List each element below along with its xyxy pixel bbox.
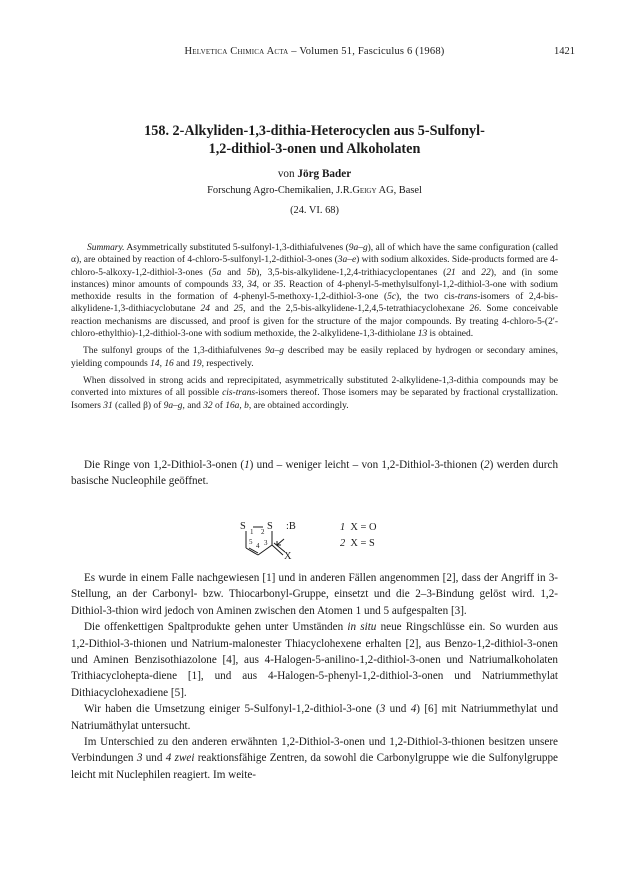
compound-ref: 1: [340, 522, 346, 533]
ring-position-4: 4: [256, 542, 260, 550]
emphasis: in situ: [347, 621, 377, 634]
summary-text: ), all of which have the same configuration (called α), are obtained by reaction of 4-chloro-5-sulfonyl-1,2-dithiol-3-ones (: [71, 243, 558, 266]
body-text: ) [6] mit Natriummethylat und Natriumäthylat untersucht.: [71, 703, 559, 732]
summary-text: , are obtained accordingly.: [248, 400, 349, 411]
compound-ref: 4: [165, 752, 172, 765]
title-line-2: 1,2-dithiol-3-onen und Alkoholaten: [208, 141, 421, 157]
affiliation-company: Geigy: [352, 185, 377, 196]
summary-text: . Some conceivable reaction mechanisms are discussed, and proof is given for the structure of the major compounds. By treating 4-chloro-5-(2′-chloro-ethylthio)-1,2-dithiol-3-one with sodium methoxide, the 2-alkylidene-1,3-dithiolane: [71, 304, 558, 340]
summary-text: Asymmetrically substituted 5-sulfonyl-1,3-dithiafulvenes (: [124, 243, 349, 253]
title-block: [60, 122, 569, 216]
summary-text: ), and (in some instances) minor amounts of compounds: [71, 267, 558, 290]
compound-ref: 35: [273, 279, 284, 290]
compound-ref: cis-trans: [222, 388, 256, 399]
substituent-x: X: [284, 551, 292, 562]
compound-ref: 2: [484, 459, 490, 471]
compound-ref: 19: [192, 358, 202, 369]
summary-text: and: [221, 267, 247, 278]
compound-1-definition: X = O: [350, 522, 377, 533]
compound-ref: 5a: [211, 267, 222, 278]
affiliation-prefix: Forschung Agro-Chemikalien, J.R.: [207, 185, 353, 196]
compound-ref: 2: [340, 538, 346, 549]
received-date: (24. VI. 68): [290, 205, 339, 216]
ring-position-2: 2: [261, 528, 265, 536]
summary-label: Summary.: [87, 243, 125, 253]
summary-text: of: [212, 400, 226, 411]
compound-ref: 3a–e: [337, 255, 357, 266]
compound-ref: 3: [379, 703, 386, 716]
compound-ref: 5b: [246, 267, 257, 278]
author-prefix: von: [277, 168, 295, 180]
compound-ref: 16a, b: [225, 400, 249, 411]
body-main: [71, 570, 558, 783]
compound-ref: 22: [481, 267, 491, 278]
body-text: reaktionsfähige Zentren, da sowohl die Carbonylgruppe wie die Sulfonylgruppe leicht mit Nuclephilen reagiert. Im weite-: [71, 752, 558, 781]
compound-ref: 21: [446, 267, 456, 278]
summary-text: , and: [182, 400, 204, 411]
sulfur-atom-2: S: [267, 521, 273, 532]
summary-text: (called β) of: [112, 400, 164, 411]
body-paragraph-5: [71, 734, 558, 783]
compound-ref: 33, 34,: [231, 279, 260, 290]
compound-2-label: [340, 538, 375, 549]
compound-ref: 26: [469, 304, 479, 315]
compound-ref: 32: [203, 400, 213, 411]
summary-paragraph-1: [71, 242, 558, 340]
body-text: und: [142, 752, 166, 765]
summary: [71, 242, 558, 417]
body-text: Im Unterschied zu den anderen erwähnten 1,2-Dithiol-3-onen und 1,2-Dithiol-3-thionen besitzen unsere Verbindungen: [71, 736, 558, 765]
running-head-citation: [0, 46, 629, 57]
body-intro: [71, 457, 558, 490]
body-text: Wir haben die Umsetzung einiger 5-Sulfonyl-1,2-dithiol-3-one (: [84, 703, 380, 716]
summary-text: is obtained.: [427, 329, 474, 340]
structural-formula: [240, 521, 430, 561]
summary-text: The sulfonyl groups of the 1,3-dithiafulvenes: [83, 346, 266, 357]
body-paragraph-3: [71, 619, 558, 701]
journal-name: Helvetica Chimica Acta: [184, 46, 289, 57]
summary-text: -isomers of 2,4-bis-alkylidene-1,3-dithiacyclobutane: [71, 292, 558, 315]
ring-position-1: 1: [250, 528, 254, 536]
ring-position-3: 3: [264, 539, 268, 547]
body-text: Die offenkettigen Spaltprodukte gehen unter Umständen: [84, 621, 348, 634]
compound-ref: 5c: [387, 292, 397, 303]
article-title: [60, 122, 569, 158]
body-text: und: [385, 703, 411, 716]
running-head-separator: –: [288, 46, 300, 57]
body-text: ) und – weniger leicht – von 1,2-Dithiol-3-thionen (: [249, 459, 485, 471]
body-paragraph-1: [71, 457, 558, 490]
compound-ref: 25: [233, 304, 244, 315]
title-line-1: 158. 2-Alkyliden-1,3-dithia-Heterocyclen aus 5-Sulfonyl-: [144, 123, 485, 139]
summary-text: and: [209, 304, 234, 315]
nucleophile-base: :B: [286, 521, 296, 532]
summary-text: or: [259, 279, 274, 290]
summary-text: ), the two cis-: [396, 292, 458, 303]
compound-ref: 9a–g: [265, 346, 285, 357]
summary-paragraph-3: [71, 375, 558, 412]
summary-text: ) with sodium alkoxides. Side-products formed are 4-chloro-5-alkoxy-1,2-dithiol-3-ones (: [71, 255, 558, 278]
affiliation: [60, 185, 569, 196]
body-text: Die Ringe von 1,2-Dithiol-3-onen (: [84, 459, 245, 471]
compound-ref: 13: [417, 329, 428, 340]
summary-text: described may be easily replaced by hydrogen or secondary amines, yielding compounds: [71, 346, 559, 369]
emphasis: zwei: [174, 752, 195, 765]
compound-ref: 31: [103, 400, 113, 411]
compound-2-definition: X = S: [350, 538, 375, 549]
summary-text: . Reaction of 4-phenyl-5-methylsulfonyl-1,2-dithiol-3-one with sodium methoxide results in the formation of 4-phenyl-5-methoxy-1,2-dithiol-3-one (: [71, 279, 558, 303]
body-paragraph-2: Es wurde in einem Falle nachgewiesen [1] und in anderen Fällen angenommen [2], dass der Angriff in 3-Stellung, an der Carbonyl- bzw. Thiocarbonyl-Gruppe, einsetzt und die 2–3-Bindung gelöst wird. 1,2-Dithiol-3-thion wird jedoch von Aminen zwischen den Atomen 1 und 5 aufgespalten [3].: [71, 572, 558, 617]
sulfur-atom-1: S: [240, 521, 246, 532]
body-paragraph-4: [71, 701, 558, 734]
compound-ref: 1: [244, 459, 250, 471]
compound-ref: 3: [136, 752, 143, 765]
compound-ref: 14, 16: [150, 358, 174, 369]
compound-ref: 24: [200, 304, 210, 315]
summary-text: -isomers thereof. Those isomers may be separated by fractional crystallization. Isomers: [71, 388, 558, 411]
page-number: 1421: [554, 46, 575, 57]
summary-text: ), 3,5-bis-alkylidene-1,2,4-trithiacyclopentanes (: [256, 267, 447, 278]
affiliation-suffix: AG, Basel: [376, 185, 422, 196]
author-name: Jörg Bader: [297, 168, 352, 180]
compound-ref: 9a–g: [348, 243, 368, 253]
summary-paragraph-2: [71, 345, 558, 370]
running-head: [0, 46, 629, 60]
ring-position-5: 5: [249, 538, 253, 546]
summary-text: When dissolved in strong acids and reprecipitated, asymmetrically substituted 2-alkylidene-1,3-dithia compounds may be converted into mixtures of all possible: [71, 375, 558, 399]
author-line: [60, 168, 569, 180]
body-text: neue Ringschlüsse ein. So wurden aus 1,2-Dithiol-3-thionen und Natrium-malonester Thiacyclohexene erhalten [2], aus Benzo-1,2-dithiol-3-onen und Aminen Benzisothiazolone [4], aus 4-Halogen-5-anilino-1,2-dithiol-3-onen und Natriumalkoholaten Trithiacyclohepta-diene [1], und aus 4-Halogen-5-phenyl-1,2-dithiol-3-onen und Natriummethylat Dithiacyclohexadiene [5].: [71, 621, 558, 699]
compound-ref: 9a–g: [163, 400, 183, 411]
summary-text: and: [173, 358, 193, 369]
compound-ref: 4: [410, 703, 417, 716]
volume-info: Volumen 51, Fasciculus 6 (1968): [299, 46, 445, 57]
summary-text: , and the 2,5-bis-alkylidene-1,2,4,5-tetrathiacyclohexane: [243, 304, 470, 315]
summary-text: and: [455, 267, 482, 278]
compound-ref: trans: [457, 292, 478, 303]
summary-text: , respectively.: [201, 358, 254, 369]
body-text: ) werden durch basische Nucleophile geöffnet.: [71, 459, 559, 488]
compound-1-label: [340, 522, 376, 533]
